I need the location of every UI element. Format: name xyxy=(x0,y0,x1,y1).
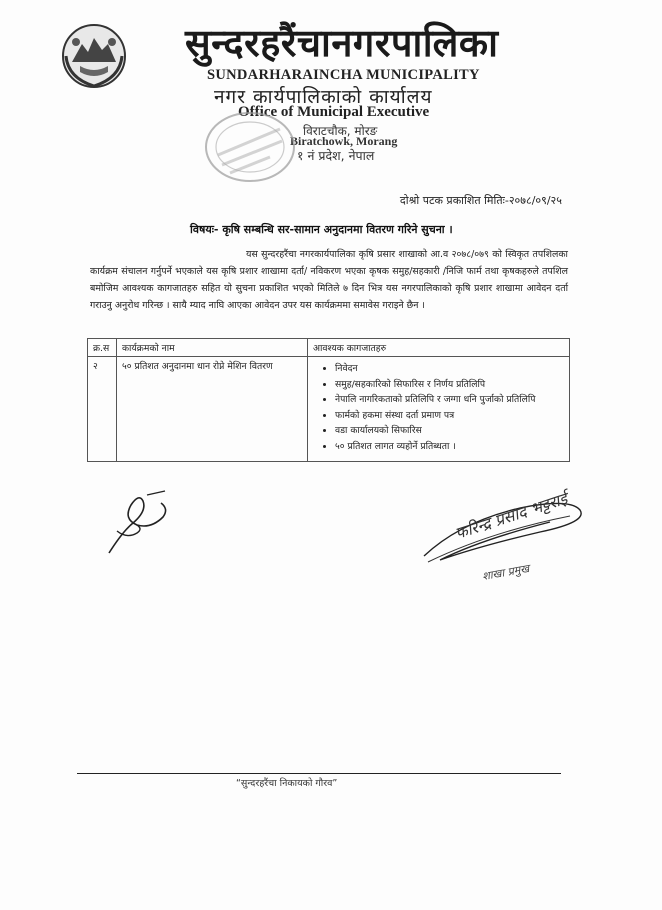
requirements-table xyxy=(87,338,570,462)
footer-slogan: “सुन्दरहरैंचा निकायको गौरव” xyxy=(236,778,338,789)
signatory-title: शाखा प्रमुख xyxy=(481,561,531,584)
nepal-emblem-icon xyxy=(60,22,128,90)
province-nepali: १ नं प्रदेश, नेपाल xyxy=(297,148,375,163)
notice-subject: विषयः- कृषि सम्बन्धि सर-सामान अनुदानमा वितरण गरिने सुचना । xyxy=(190,223,453,236)
office-stamp-icon xyxy=(200,105,300,187)
row-program: ५० प्रतिशत अनुदानमा धान रोप्ने मेशिन वितरण xyxy=(117,357,308,462)
documents-list xyxy=(313,361,564,455)
list-item: • फार्मको हकमा संस्था दर्ता प्रमाण पत्र xyxy=(335,408,564,424)
publish-date: दोश्रो पटक प्रकाशित मितिः-२०७८/०९/२५ xyxy=(399,194,562,207)
table-row xyxy=(88,357,570,462)
row-documents xyxy=(308,357,570,462)
office-title-english: Office of Municipal Executive xyxy=(238,104,430,120)
header-program: कार्यक्रमको नाम xyxy=(117,339,308,357)
notice-body: यस सुन्दरहरैंचा नगरकार्यपालिका कृषि प्रसार शाखाको आ.व २०७८/०७९ को स्विकृत तपशिलका कार्यक्रम संचालन गर्नुपर्ने भएकाले यस कृषि प्रशार शाखामा दर्ता/ नविकरण भएका कृषक समुह/सहकारी /निजि फार्म तथा कृषकहरुले तपशिल बमोजिम आवश्यक कागजातहरु सहित यो सुचना प्रकाशित भएको मितिले ७ दिन भित्र यस नगरपालिकाको कृषि प्रशार शाखामा आवेदन दर्ता गराउनु अनुरोध गरिन्छ । सायै म्याद नाघि आएका आवेदन उपर यस कार्यक्रममा समावेस गराइने छैन । xyxy=(90,249,568,311)
signature-left-icon xyxy=(103,487,175,557)
header-serial: क्र.स xyxy=(88,339,117,357)
place-nepali: विराटचौक, मोरङ xyxy=(303,124,378,138)
place-english: Biratchowk, Morang xyxy=(290,134,398,148)
list-item: • समुह/सहकारिको सिफारिस र निर्णय प्रतिलिपि xyxy=(335,377,564,393)
footer-divider xyxy=(77,773,561,774)
municipality-title-english: SUNDARHARAINCHA MUNICIPALITY xyxy=(207,67,480,83)
list-item: • ५० प्रतिशत लागत व्यहोर्ने प्रतिब्धता । xyxy=(335,439,564,455)
signatory-name: फरिन्द्र प्रसाद भट्टराई xyxy=(452,488,570,543)
list-item: • नेपालि नागरिकताको प्रतिलिपि र जग्गा धनि पुर्जाको प्रतिलिपि xyxy=(335,392,564,408)
row-serial: २ xyxy=(88,357,117,462)
list-item: • निवेदन xyxy=(335,361,564,377)
municipality-title-nepali: सुन्दरहरैंचानगरपालिका xyxy=(185,20,499,65)
list-item: • वडा कार्यालयको सिफारिस xyxy=(335,423,564,439)
office-title-nepali: नगर कार्यपालिकाको कार्यालय xyxy=(214,86,433,108)
header-documents: आवश्यक कागजातहरु xyxy=(308,339,570,357)
table-header-row xyxy=(88,339,570,357)
